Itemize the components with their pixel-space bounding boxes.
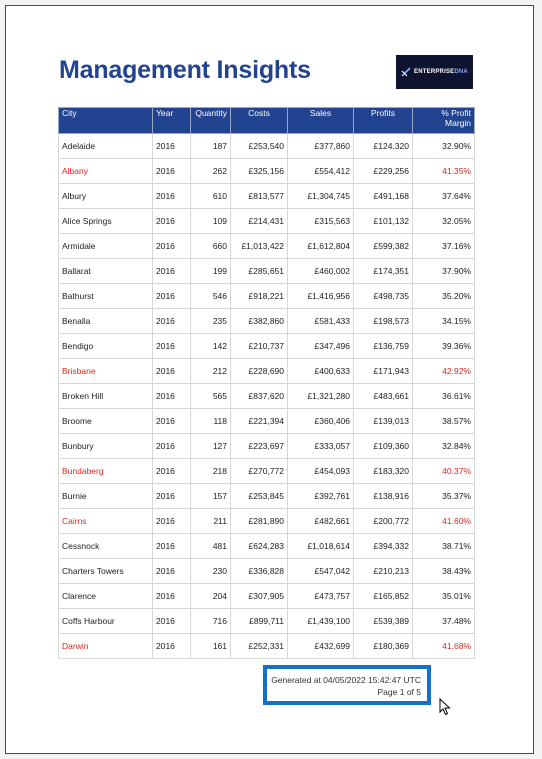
table-cell-costs: £214,431 bbox=[231, 209, 288, 234]
table-cell-margin: 32.05% bbox=[413, 209, 475, 234]
column-header-profits: Profits bbox=[354, 108, 413, 134]
column-header-year: Year bbox=[153, 108, 191, 134]
table-cell-margin: 38.71% bbox=[413, 534, 475, 559]
table-cell-sales: £315,563 bbox=[288, 209, 354, 234]
insights-table bbox=[58, 107, 475, 659]
table-cell-sales: £1,304,745 bbox=[288, 184, 354, 209]
table-cell-year: 2016 bbox=[153, 509, 191, 534]
table-cell-sales: £473,757 bbox=[288, 584, 354, 609]
table-cell-city: Cessnock bbox=[59, 534, 153, 559]
table-cell-profits: £171,943 bbox=[354, 359, 413, 384]
mouse-pointer-icon bbox=[439, 698, 451, 721]
table-cell-year: 2016 bbox=[153, 209, 191, 234]
table-cell-year: 2016 bbox=[153, 559, 191, 584]
table-cell-margin: 41.68% bbox=[413, 634, 475, 659]
table-cell-sales: £392,761 bbox=[288, 484, 354, 509]
table-cell-margin: 35.20% bbox=[413, 284, 475, 309]
table-cell-profits: £210,213 bbox=[354, 559, 413, 584]
table-cell-city: Bundaberg bbox=[59, 459, 153, 484]
table-cell-city: Darwin bbox=[59, 634, 153, 659]
table-cell-quantity: 211 bbox=[191, 509, 231, 534]
table-cell-city: Brisbane bbox=[59, 359, 153, 384]
table-cell-quantity: 660 bbox=[191, 234, 231, 259]
table-cell-quantity: 161 bbox=[191, 634, 231, 659]
table-cell-sales: £347,496 bbox=[288, 334, 354, 359]
table-cell-costs: £210,737 bbox=[231, 334, 288, 359]
table-cell-year: 2016 bbox=[153, 234, 191, 259]
table-cell-costs: £253,845 bbox=[231, 484, 288, 509]
table-row bbox=[59, 384, 475, 409]
company-logo bbox=[396, 55, 473, 89]
table-row bbox=[59, 334, 475, 359]
table-cell-profits: £491,168 bbox=[354, 184, 413, 209]
logo-text-main: ENTERPRISE bbox=[414, 69, 455, 75]
table-cell-margin: 39.36% bbox=[413, 334, 475, 359]
table-cell-year: 2016 bbox=[153, 384, 191, 409]
table-cell-margin: 37.16% bbox=[413, 234, 475, 259]
report-title: Management Insights bbox=[59, 56, 311, 84]
table-cell-year: 2016 bbox=[153, 359, 191, 384]
table-row bbox=[59, 609, 475, 634]
table-row bbox=[59, 359, 475, 384]
table-row bbox=[59, 409, 475, 434]
table-cell-quantity: 262 bbox=[191, 159, 231, 184]
table-cell-year: 2016 bbox=[153, 284, 191, 309]
table-cell-quantity: 716 bbox=[191, 609, 231, 634]
table-cell-city: Bendigo bbox=[59, 334, 153, 359]
table-cell-margin: 32.90% bbox=[413, 134, 475, 159]
table-cell-margin: 38.43% bbox=[413, 559, 475, 584]
table-cell-sales: £581,433 bbox=[288, 309, 354, 334]
table-cell-sales: £377,860 bbox=[288, 134, 354, 159]
table-row bbox=[59, 634, 475, 659]
table-cell-sales: £1,018,614 bbox=[288, 534, 354, 559]
table-cell-costs: £285,651 bbox=[231, 259, 288, 284]
table-cell-sales: £1,416,956 bbox=[288, 284, 354, 309]
table-cell-costs: £382,860 bbox=[231, 309, 288, 334]
table-cell-quantity: 127 bbox=[191, 434, 231, 459]
table-cell-sales: £360,406 bbox=[288, 409, 354, 434]
table-cell-costs: £270,772 bbox=[231, 459, 288, 484]
table-cell-city: Ballarat bbox=[59, 259, 153, 284]
table-cell-margin: 38.57% bbox=[413, 409, 475, 434]
table-cell-city: Adelaide bbox=[59, 134, 153, 159]
table-row bbox=[59, 534, 475, 559]
column-header-costs: Costs bbox=[231, 108, 288, 134]
table-cell-city: Burnie bbox=[59, 484, 153, 509]
logo-mark-icon bbox=[401, 67, 411, 77]
table-cell-quantity: 142 bbox=[191, 334, 231, 359]
table-cell-profits: £101,132 bbox=[354, 209, 413, 234]
table-cell-year: 2016 bbox=[153, 159, 191, 184]
table-cell-year: 2016 bbox=[153, 584, 191, 609]
table-cell-year: 2016 bbox=[153, 534, 191, 559]
table-cell-margin: 35.01% bbox=[413, 584, 475, 609]
table-cell-costs: £228,690 bbox=[231, 359, 288, 384]
table-cell-year: 2016 bbox=[153, 309, 191, 334]
column-header-sales: Sales bbox=[288, 108, 354, 134]
column-header-quantity: Quantity bbox=[191, 108, 231, 134]
table-cell-sales: £400,633 bbox=[288, 359, 354, 384]
table-cell-quantity: 199 bbox=[191, 259, 231, 284]
report-page bbox=[5, 5, 534, 754]
table-cell-sales: £482,661 bbox=[288, 509, 354, 534]
table-cell-city: Clarence bbox=[59, 584, 153, 609]
table-cell-profits: £124,320 bbox=[354, 134, 413, 159]
table-cell-city: Armidale bbox=[59, 234, 153, 259]
table-cell-city: Cairns bbox=[59, 509, 153, 534]
table-cell-year: 2016 bbox=[153, 484, 191, 509]
table-cell-margin: 37.64% bbox=[413, 184, 475, 209]
table-cell-city: Alice Springs bbox=[59, 209, 153, 234]
table-cell-quantity: 157 bbox=[191, 484, 231, 509]
table-cell-costs: £281,890 bbox=[231, 509, 288, 534]
table-cell-city: Benalla bbox=[59, 309, 153, 334]
table-cell-profits: £138,916 bbox=[354, 484, 413, 509]
table-row bbox=[59, 459, 475, 484]
table-row bbox=[59, 559, 475, 584]
table-cell-costs: £918,221 bbox=[231, 284, 288, 309]
table-cell-quantity: 565 bbox=[191, 384, 231, 409]
table-cell-margin: 40.37% bbox=[413, 459, 475, 484]
table-cell-margin: 42.92% bbox=[413, 359, 475, 384]
table-cell-costs: £221,394 bbox=[231, 409, 288, 434]
table-cell-quantity: 118 bbox=[191, 409, 231, 434]
logo-text-accent: DNA bbox=[454, 69, 468, 75]
table-cell-costs: £307,905 bbox=[231, 584, 288, 609]
table-cell-city: Bathurst bbox=[59, 284, 153, 309]
table-row bbox=[59, 284, 475, 309]
table-cell-sales: £460,002 bbox=[288, 259, 354, 284]
table-row bbox=[59, 509, 475, 534]
table-row bbox=[59, 234, 475, 259]
report-footer bbox=[263, 665, 431, 705]
table-cell-year: 2016 bbox=[153, 409, 191, 434]
table-cell-profits: £109,360 bbox=[354, 434, 413, 459]
table-cell-quantity: 109 bbox=[191, 209, 231, 234]
table-row bbox=[59, 209, 475, 234]
column-header-city: City bbox=[59, 108, 153, 134]
table-cell-costs: £813,577 bbox=[231, 184, 288, 209]
table-cell-city: Bunbury bbox=[59, 434, 153, 459]
table-cell-margin: 41.60% bbox=[413, 509, 475, 534]
table-cell-margin: 35.37% bbox=[413, 484, 475, 509]
table-cell-quantity: 212 bbox=[191, 359, 231, 384]
table-cell-costs: £899,711 bbox=[231, 609, 288, 634]
table-cell-costs: £336,828 bbox=[231, 559, 288, 584]
table-cell-quantity: 218 bbox=[191, 459, 231, 484]
table-cell-costs: £837,620 bbox=[231, 384, 288, 409]
table-cell-year: 2016 bbox=[153, 609, 191, 634]
table-cell-profits: £599,382 bbox=[354, 234, 413, 259]
table-cell-profits: £139,013 bbox=[354, 409, 413, 434]
table-cell-profits: £229,256 bbox=[354, 159, 413, 184]
table-cell-profits: £539,389 bbox=[354, 609, 413, 634]
table-cell-sales: £1,321,280 bbox=[288, 384, 354, 409]
table-cell-profits: £483,661 bbox=[354, 384, 413, 409]
table-cell-profits: £498,735 bbox=[354, 284, 413, 309]
table-cell-profits: £180,369 bbox=[354, 634, 413, 659]
table-cell-costs: £624,283 bbox=[231, 534, 288, 559]
table-cell-year: 2016 bbox=[153, 334, 191, 359]
table-cell-profits: £136,759 bbox=[354, 334, 413, 359]
table-cell-costs: £1,013,422 bbox=[231, 234, 288, 259]
table-cell-margin: 36.61% bbox=[413, 384, 475, 409]
generated-timestamp: Generated at 04/05/2022 15:42:47 UTC bbox=[271, 675, 421, 685]
table-cell-costs: £325,156 bbox=[231, 159, 288, 184]
table-cell-city: Charters Towers bbox=[59, 559, 153, 584]
table-cell-city: Coffs Harbour bbox=[59, 609, 153, 634]
table-cell-profits: £198,573 bbox=[354, 309, 413, 334]
table-cell-year: 2016 bbox=[153, 434, 191, 459]
table-cell-year: 2016 bbox=[153, 459, 191, 484]
table-header-row bbox=[59, 108, 475, 134]
table-cell-costs: £252,331 bbox=[231, 634, 288, 659]
table-cell-profits: £200,772 bbox=[354, 509, 413, 534]
table-cell-year: 2016 bbox=[153, 134, 191, 159]
table-body bbox=[59, 134, 475, 659]
table-cell-margin: 34.15% bbox=[413, 309, 475, 334]
table-cell-costs: £223,697 bbox=[231, 434, 288, 459]
table-row bbox=[59, 309, 475, 334]
table-cell-city: Albany bbox=[59, 159, 153, 184]
table-row bbox=[59, 584, 475, 609]
table-row bbox=[59, 159, 475, 184]
table-cell-year: 2016 bbox=[153, 259, 191, 284]
table-cell-margin: 41.35% bbox=[413, 159, 475, 184]
table-cell-sales: £454,093 bbox=[288, 459, 354, 484]
page-number: Page 1 of 5 bbox=[377, 687, 421, 697]
table-cell-sales: £554,412 bbox=[288, 159, 354, 184]
table-cell-profits: £174,351 bbox=[354, 259, 413, 284]
table-cell-quantity: 187 bbox=[191, 134, 231, 159]
table-row bbox=[59, 134, 475, 159]
table-cell-quantity: 235 bbox=[191, 309, 231, 334]
table-cell-margin: 37.90% bbox=[413, 259, 475, 284]
table-row bbox=[59, 484, 475, 509]
table-cell-profits: £394,332 bbox=[354, 534, 413, 559]
table-row bbox=[59, 434, 475, 459]
table-cell-city: Albury bbox=[59, 184, 153, 209]
table-cell-costs: £253,540 bbox=[231, 134, 288, 159]
table-cell-city: Broken Hill bbox=[59, 384, 153, 409]
table-cell-quantity: 610 bbox=[191, 184, 231, 209]
table-cell-year: 2016 bbox=[153, 184, 191, 209]
table-cell-sales: £432,699 bbox=[288, 634, 354, 659]
table-cell-sales: £547,042 bbox=[288, 559, 354, 584]
table-cell-quantity: 204 bbox=[191, 584, 231, 609]
table-cell-year: 2016 bbox=[153, 634, 191, 659]
table-cell-city: Broome bbox=[59, 409, 153, 434]
table-cell-quantity: 230 bbox=[191, 559, 231, 584]
column-header-profit-margin: % Profit Margin bbox=[413, 108, 475, 134]
table-cell-margin: 37.48% bbox=[413, 609, 475, 634]
table-cell-sales: £333,057 bbox=[288, 434, 354, 459]
table-row bbox=[59, 184, 475, 209]
table-cell-quantity: 481 bbox=[191, 534, 231, 559]
table-cell-profits: £183,320 bbox=[354, 459, 413, 484]
table-cell-margin: 32.84% bbox=[413, 434, 475, 459]
table-cell-sales: £1,612,804 bbox=[288, 234, 354, 259]
table-cell-sales: £1,439,100 bbox=[288, 609, 354, 634]
table-cell-profits: £165,852 bbox=[354, 584, 413, 609]
table-row bbox=[59, 259, 475, 284]
table-cell-quantity: 546 bbox=[191, 284, 231, 309]
